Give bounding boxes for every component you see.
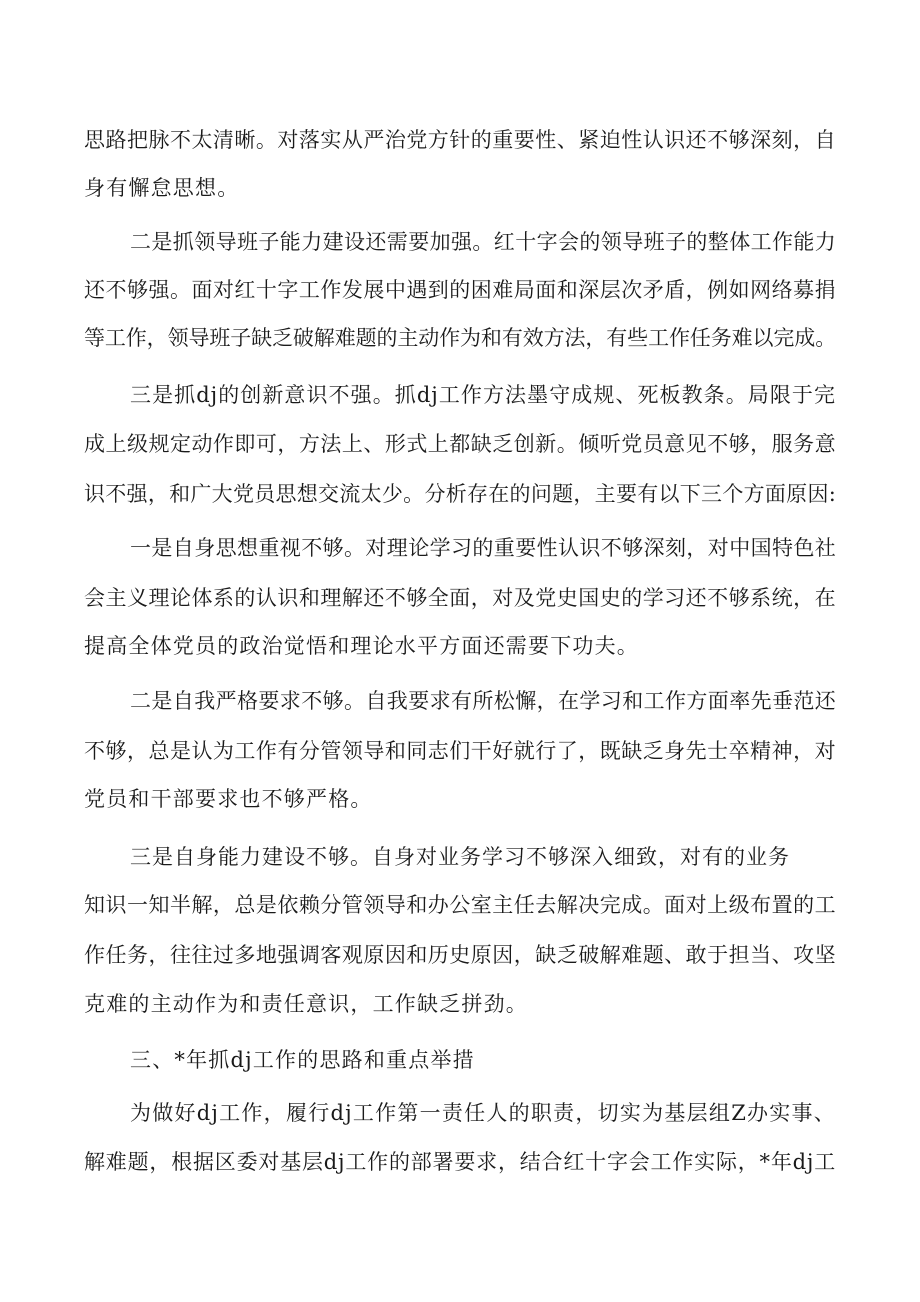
paragraph-line: 一是自身思想重视不够。对理论学习的重要性认识不够深刻，对中国特色社 — [130, 536, 837, 560]
paragraph-line: 不够，总是认为工作有分管领导和同志们干好就行了，既缺乏身先士卒精神，对 — [84, 739, 836, 763]
paragraph-line: 等工作，领导班子缺乏破解难题的主动作为和有效方法，有些工作任务难以完成。 — [84, 326, 836, 350]
paragraph-line: 三是抓dj的创新意识不强。抓dj工作方法墨守成规、死板教条。局限于完 — [130, 383, 836, 407]
paragraph-line: 为做好dj工作，履行dj工作第一责任人的职责，切实为基层组Z办实事、 — [130, 1101, 836, 1125]
paragraph-line: 身有懈怠思想。 — [84, 176, 240, 200]
paragraph-line: 克难的主动作为和责任意识，工作缺乏拼劲。 — [84, 992, 528, 1016]
paragraph-line: 三是自身能力建设不够。自身对业务学习不够深入细致，对有的业务 — [130, 845, 790, 869]
paragraph-line: 会主义理论体系的认识和理解还不够全面，对及党史国史的学习还不够系统，在 — [84, 586, 836, 610]
paragraph-line: 思路把脉不太清晰。对落实从严治党方针的重要性、紧迫性认识还不够深刻，自 — [84, 128, 836, 152]
paragraph-line: 二是抓领导班子能力建设还需要加强。红十字会的领导班子的整体工作能力 — [130, 230, 837, 254]
paragraph-line: 作任务，往往过多地强调客观原因和历史原因，缺乏破解难题、敢于担当、攻坚 — [84, 943, 836, 967]
paragraph-line: 解难题，根据区委对基层dj工作的部署要求，结合红十字会工作实际，*年dj工 — [84, 1150, 837, 1174]
paragraph-line: 还不够强。面对红十字工作发展中遇到的困难局面和深层次矛盾，例如网络募捐 — [84, 278, 836, 302]
paragraph-line: 二是自我严格要求不够。自我要求有所松懈，在学习和工作方面率先垂范还 — [130, 689, 837, 713]
paragraph-line: 知识一知半解，总是依赖分管领导和办公室主任去解决完成。面对上级布置的工 — [84, 893, 836, 917]
paragraph-line: 识不强，和广大党员思想交流太少。分析存在的问题，主要有以下三个方面原因: — [84, 482, 836, 506]
section-heading: 三、*年抓dj工作的思路和重点举措 — [130, 1048, 475, 1072]
paragraph-line: 成上级规定动作即可，方法上、形式上都缺乏创新。倾听党员意见不够，服务意 — [84, 432, 836, 456]
paragraph-line: 党员和干部要求也不够严格。 — [84, 787, 373, 811]
paragraph-line: 提高全体党员的政治觉悟和理论水平方面还需要下功夫。 — [84, 634, 639, 658]
